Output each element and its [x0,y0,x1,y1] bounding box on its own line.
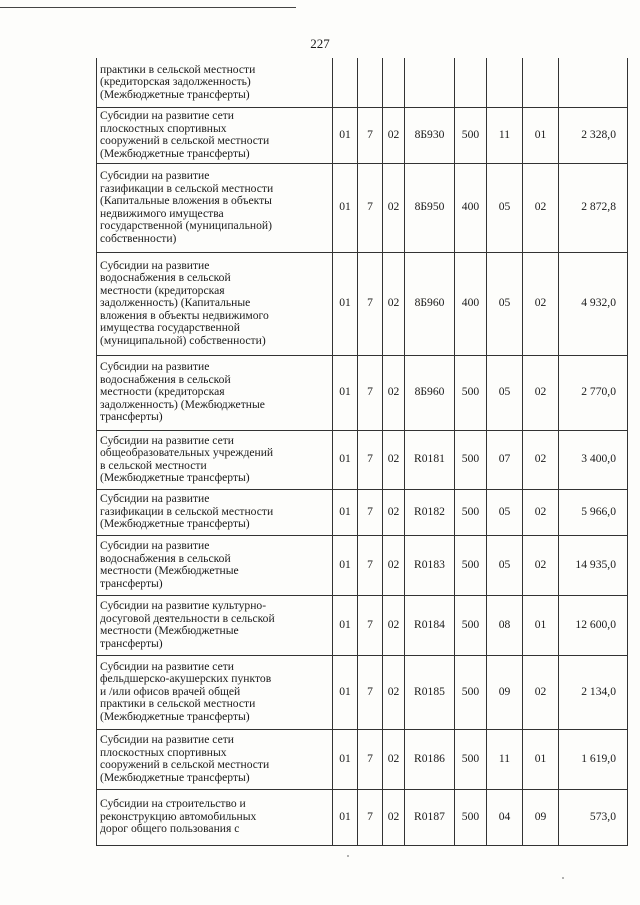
description-line: (Межбюджетные трансферты) [100,517,250,531]
code-cell-c3: 02 [383,655,405,729]
description-line: сооружений в сельской местности [100,134,270,147]
code-cell-c6: 09 [487,655,523,729]
description-line: водоснабжения в сельской [100,551,231,565]
table-row [97,655,628,729]
code-cell-c5: 500 [455,789,487,845]
code-cell-c1: 01 [333,535,358,595]
code-cell-c6: 05 [487,489,523,535]
code-cell-c6: 07 [487,430,523,489]
description-line: (Межбюджетные трансферты) [100,87,250,101]
code-cell-c3: 02 [383,355,405,430]
table-row [97,789,628,845]
code-cell-c4: 8Б960 [405,252,455,355]
code-cell-c7: 02 [523,252,559,355]
code-cell-c5: 500 [455,430,487,489]
code-cell-c4: R0187 [405,789,455,845]
description-line: и /или офисов врачей общей [100,684,241,698]
code-cell-c7: 02 [523,489,559,535]
description-line: Субсидии на развитие сети [100,109,235,122]
description-line: Субсидии на развитие сети [100,659,235,673]
code-cell-c4: R0185 [405,655,455,729]
code-cell-c1: 01 [333,355,358,430]
code-cell-c3: 02 [383,535,405,595]
table-row [97,107,628,163]
description-line: собственности) [100,231,177,245]
description-line: фельдшерско-акушерских пунктов [100,672,272,686]
amount-cell: 2 872,8 [559,163,628,252]
code-cell-c5: 400 [455,163,487,252]
code-cell-c4: 8Б930 [405,107,455,163]
description-line: местности (кредиторская [100,283,225,297]
code-cell-c2: 7 [358,355,383,430]
code-cell-c1: 01 [333,252,358,355]
code-cell-c1: 01 [333,655,358,729]
description-line: общеобразовательных учреждений [100,446,274,459]
description-line: недвижимого имущества [100,206,224,220]
table-row [97,355,628,430]
page-number: 227 [310,36,330,51]
table-row [97,489,628,535]
code-cell-c7: 01 [523,107,559,163]
code-cell-c3: 02 [383,252,405,355]
code-cell-c2: 7 [358,107,383,163]
code-cell-c7: 01 [523,595,559,655]
code-cell-c1: 01 [333,163,358,252]
code-cell-c7 [523,58,559,107]
amount-cell: 573,0 [559,789,628,845]
code-cell-c3 [383,58,405,107]
description-line: дорог общего пользования с [100,822,240,836]
code-cell-c2: 7 [358,535,383,595]
description-line: трансферты) [100,410,163,424]
description-line: Субсидии на развитие сети [100,433,235,447]
description-line: водоснабжения в сельской [100,372,231,386]
code-cell-c4: R0184 [405,595,455,655]
description-line: имущества государственной [100,321,240,335]
amount-cell: 14 935,0 [559,535,628,595]
table-row [97,535,628,595]
row-description [97,789,333,845]
description-line: местности (Межбюджетные [100,624,239,637]
code-cell-c4: R0181 [405,430,455,489]
description-line: Субсидии на развитие сети [100,733,235,746]
code-cell-c1: 01 [333,789,358,845]
description-line: реконструкцию автомобильных [100,809,257,823]
table-row [97,58,628,107]
code-cell-c5: 500 [455,489,487,535]
row-description [97,430,333,489]
description-line: вложения в объекты недвижимого [100,308,269,322]
scan-speck [347,855,349,857]
row-description [97,355,333,430]
top-rule [0,7,296,8]
amount-cell: 2 134,0 [559,655,628,729]
table-body [97,58,628,845]
code-cell-c1 [333,58,358,107]
description-line: Субсидии на развитие [100,169,210,182]
code-cell-c1: 01 [333,729,358,789]
budget-table [96,58,628,846]
row-description [97,729,333,789]
row-description [97,107,333,163]
description-line: практики в сельской местности [100,697,256,711]
amount-cell: 1 619,0 [559,729,628,789]
table-row [97,729,628,789]
description-line: задолженность) (Капитальные [100,296,251,310]
code-cell-c1: 01 [333,107,358,163]
row-description [97,489,333,535]
description-line: задолженность) (Межбюджетные [100,397,265,411]
description-line: в сельской местности [100,458,207,472]
row-description [97,163,333,252]
description-line: (Межбюджетные трансферты) [100,770,250,784]
code-cell-c5: 500 [455,107,487,163]
code-cell-c2: 7 [358,729,383,789]
code-cell-c7: 02 [523,655,559,729]
description-line: (кредиторская задолженность) [100,75,251,88]
code-cell-c2 [358,58,383,107]
code-cell-c2: 7 [358,595,383,655]
code-cell-c2: 7 [358,163,383,252]
code-cell-c3: 02 [383,489,405,535]
code-cell-c6: 08 [487,595,523,655]
scan-speck [562,877,564,879]
description-line: местности (кредиторская [100,385,225,399]
code-cell-c7: 02 [523,163,559,252]
code-cell-c5: 400 [455,252,487,355]
description-line: (Межбюджетные трансферты) [100,146,250,160]
code-cell-c7: 02 [523,355,559,430]
description-line: Субсидии на развитие [100,360,210,374]
amount-cell: 12 600,0 [559,595,628,655]
description-line: трансферты) [100,636,163,650]
description-line: газификации в сельской местности [100,504,274,518]
code-cell-c4 [405,58,455,107]
description-line: Субсидии на развитие культурно- [100,599,267,612]
description-line: досуговой деятельности в сельской [100,611,275,625]
code-cell-c3: 02 [383,789,405,845]
code-cell-c6 [487,58,523,107]
description-line: Субсидии на развитие [100,492,210,506]
table-row [97,252,628,355]
code-cell-c6: 11 [487,729,523,789]
code-cell-c4: R0182 [405,489,455,535]
row-description [97,595,333,655]
code-cell-c5: 500 [455,535,487,595]
description-line: Субсидии на развитие [100,258,210,272]
code-cell-c1: 01 [333,595,358,655]
description-line: плоскостных спортивных [100,121,227,135]
description-line: (Межбюджетные трансферты) [100,709,250,723]
description-line: сооружений в сельской местности [100,758,270,771]
code-cell-c2: 7 [358,489,383,535]
description-line: (Межбюджетные трансферты) [100,471,250,484]
description-line: Субсидии на развитие [100,539,210,552]
code-cell-c2: 7 [358,430,383,489]
code-cell-c2: 7 [358,789,383,845]
code-cell-c5: 500 [455,655,487,729]
code-cell-c4: 8Б960 [405,355,455,430]
code-cell-c6: 05 [487,355,523,430]
code-cell-c7: 02 [523,535,559,595]
description-line: газификации в сельской местности [100,181,274,195]
code-cell-c2: 7 [358,655,383,729]
row-description [97,655,333,729]
code-cell-c4: 8Б950 [405,163,455,252]
row-description [97,58,333,107]
description-line: (Капитальные вложения в объекты [100,194,272,207]
code-cell-c7: 02 [523,430,559,489]
table-row [97,595,628,655]
code-cell-c3: 02 [383,729,405,789]
code-cell-c2: 7 [358,252,383,355]
code-cell-c3: 02 [383,595,405,655]
description-line: водоснабжения в сельской [100,271,231,285]
description-line: местности (Межбюджетные [100,564,239,577]
table-row [97,430,628,489]
amount-cell: 2 328,0 [559,107,628,163]
amount-cell: 3 400,0 [559,430,628,489]
code-cell-c6: 04 [487,789,523,845]
description-line: практики в сельской местности [100,62,256,76]
code-cell-c5: 500 [455,595,487,655]
code-cell-c5: 500 [455,729,487,789]
code-cell-c1: 01 [333,489,358,535]
code-cell-c5 [455,58,487,107]
code-cell-c3: 02 [383,430,405,489]
code-cell-c6: 05 [487,163,523,252]
code-cell-c7: 01 [523,729,559,789]
code-cell-c6: 05 [487,252,523,355]
amount-cell: 4 932,0 [559,252,628,355]
row-description [97,252,333,355]
code-cell-c4: R0183 [405,535,455,595]
code-cell-c7: 09 [523,789,559,845]
table-row [97,163,628,252]
description-line: Субсидии на строительство и [100,797,246,811]
code-cell-c4: R0186 [405,729,455,789]
amount-cell: 5 966,0 [559,489,628,535]
description-line: (муниципальной) собственности) [100,333,266,347]
description-line: плоскостных спортивных [100,745,227,759]
code-cell-c3: 02 [383,107,405,163]
code-cell-c6: 05 [487,535,523,595]
code-cell-c1: 01 [333,430,358,489]
description-line: трансферты) [100,576,163,590]
description-line: государственной (муниципальной) [100,219,272,232]
amount-cell: 2 770,0 [559,355,628,430]
code-cell-c5: 500 [455,355,487,430]
code-cell-c6: 11 [487,107,523,163]
amount-cell [559,58,628,107]
code-cell-c3: 02 [383,163,405,252]
row-description [97,535,333,595]
